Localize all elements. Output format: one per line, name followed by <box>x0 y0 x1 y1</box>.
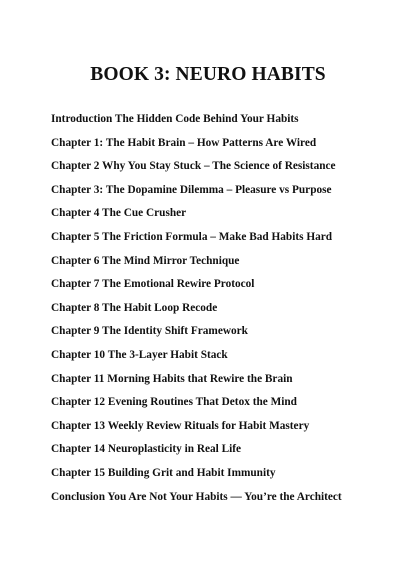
toc-entry-chapter-9: Chapter 9 The Identity Shift Framework <box>51 325 248 338</box>
toc-entry-chapter-13: Chapter 13 Weekly Review Rituals for Habit Mastery <box>51 419 310 432</box>
toc-entry-chapter-6: Chapter 6 The Mind Mirror Technique <box>51 254 240 267</box>
toc-entry-chapter-2: Chapter 2 Why You Stay Stuck – The Science of Resistance <box>51 160 336 173</box>
toc-entry-conclusion: Conclusion You Are Not Your Habits — You’re the Architect <box>51 490 342 503</box>
toc-entry-chapter-7: Chapter 7 The Emotional Rewire Protocol <box>51 278 255 291</box>
toc-entry-introduction: Introduction The Hidden Code Behind Your Habits <box>51 113 299 125</box>
toc-entry-chapter-10: Chapter 10 The 3-Layer Habit Stack <box>51 348 228 361</box>
toc-entry-chapter-11: Chapter 11 Morning Habits that Rewire the Brain <box>51 372 293 385</box>
toc-entry-chapter-8: Chapter 8 The Habit Loop Recode <box>51 301 218 314</box>
toc-entry-chapter-14: Chapter 14 Neuroplasticity in Real Life <box>51 443 242 456</box>
toc-entry-chapter-4: Chapter 4 The Cue Crusher <box>51 207 187 220</box>
toc-entry-chapter-5: Chapter 5 The Friction Formula – Make Bad Habits Hard <box>51 230 333 243</box>
book-title: BOOK 3: NEURO HABITS <box>90 64 326 85</box>
table-of-contents <box>51 108 402 509</box>
toc-entry-chapter-15: Chapter 15 Building Grit and Habit Immunity <box>51 466 276 479</box>
toc-entry-chapter-3: Chapter 3: The Dopamine Dilemma – Pleasure vs Purpose <box>51 183 332 196</box>
toc-entry-chapter-1: Chapter 1: The Habit Brain – How Patterns Are Wired <box>51 136 317 149</box>
toc-entry-chapter-12: Chapter 12 Evening Routines That Detox the Mind <box>51 396 297 409</box>
